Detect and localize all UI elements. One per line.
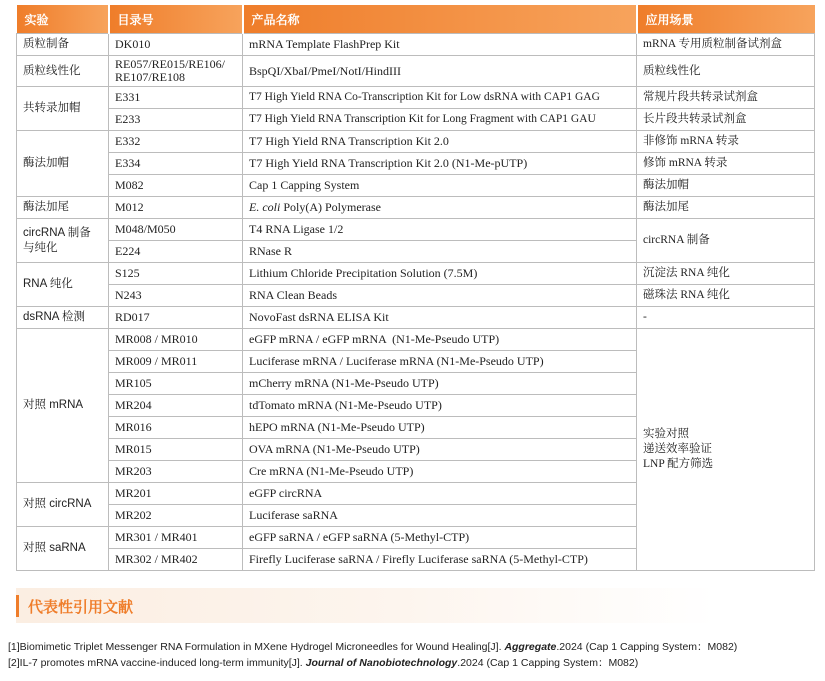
cell-experiment: 酶法加帽: [17, 131, 109, 197]
cell-catalog-number: MR015: [109, 439, 243, 461]
table-row: [17, 87, 815, 109]
header-experiment: 实验: [17, 5, 109, 34]
cell-application: -: [637, 307, 815, 329]
cell-product-name: T7 High Yield RNA Transcription Kit 2.0: [243, 131, 637, 153]
cell-catalog-number: RE057/RE015/RE106/ RE107/RE108: [109, 56, 243, 87]
cell-application: 常规片段共转录试剂盒: [637, 87, 815, 109]
references-title: 代表性引用文献: [28, 599, 134, 616]
cell-catalog-number: MR203: [109, 461, 243, 483]
table-row: [17, 109, 815, 131]
cell-catalog-number: E331: [109, 87, 243, 109]
cell-application: 酶法加帽: [637, 175, 815, 197]
cell-product-name: T7 High Yield RNA Transcription Kit 2.0 (N1-Me-pUTP): [243, 153, 637, 175]
table-row: [17, 175, 815, 197]
cell-application: 酶法加尾: [637, 197, 815, 219]
cell-experiment: 共转录加帽: [17, 87, 109, 131]
cell-application: circRNA 制备: [637, 219, 815, 263]
cell-experiment: 酶法加尾: [17, 197, 109, 219]
cell-experiment: dsRNA 检测: [17, 307, 109, 329]
journal-name: Journal of Nanobiotechnology: [305, 657, 458, 669]
cell-experiment: 对照 circRNA: [17, 483, 109, 527]
header-application: 应用场景: [637, 5, 815, 34]
cell-catalog-number: MR201: [109, 483, 243, 505]
cell-application: 质粒线性化: [637, 56, 815, 87]
cell-product-name: Lithium Chloride Precipitation Solution (7.5M): [243, 263, 637, 285]
cell-catalog-number: M048/M050: [109, 219, 243, 241]
cell-product-name: mCherry mRNA (N1-Me-Pseudo UTP): [243, 373, 637, 395]
cell-product-name: [243, 197, 637, 219]
cell-catalog-number: E334: [109, 153, 243, 175]
cell-catalog-number: M082: [109, 175, 243, 197]
cell-catalog-number: RD017: [109, 307, 243, 329]
cell-catalog-number: MR204: [109, 395, 243, 417]
table-row: [17, 34, 815, 56]
journal-name: Aggregate: [504, 641, 557, 653]
cell-product-name: OVA mRNA (N1-Me-Pseudo UTP): [243, 439, 637, 461]
cell-product-name: T4 RNA Ligase 1/2: [243, 219, 637, 241]
reference-citation: .2024 (Cap 1 Capping System：M082): [457, 657, 639, 669]
cell-product-name: RNA Clean Beads: [243, 285, 637, 307]
cell-catalog-number: N243: [109, 285, 243, 307]
table-row: [17, 197, 815, 219]
cell-experiment: 质粒制备: [17, 34, 109, 56]
cell-application: 实验对照 递送效率验证 LNP 配方筛选: [637, 329, 815, 571]
table-header-row: [17, 5, 815, 34]
reference-item: [8, 655, 638, 670]
header-catalog-number: 目录号: [109, 5, 243, 34]
cell-product-name: eGFP circRNA: [243, 483, 637, 505]
cell-product-name: eGFP mRNA / eGFP mRNA (N1-Me-Pseudo UTP): [243, 329, 637, 351]
table-row: [17, 56, 815, 87]
table-row: [17, 153, 815, 175]
species-name: E. coli: [249, 200, 281, 214]
header-product-name: 产品名称: [243, 5, 637, 34]
cell-product-name: mRNA Template FlashPrep Kit: [243, 34, 637, 56]
cell-application: 修饰 mRNA 转录: [637, 153, 815, 175]
cell-catalog-number: MR016: [109, 417, 243, 439]
product-name-rest: Poly(A) Polymerase: [280, 200, 381, 214]
product-table: [16, 5, 815, 571]
cell-catalog-number: S125: [109, 263, 243, 285]
cell-catalog-number: MR302 / MR402: [109, 549, 243, 571]
cell-experiment: circRNA 制备 与纯化: [17, 219, 109, 263]
cell-catalog-number: DK010: [109, 34, 243, 56]
cell-catalog-number: MR301 / MR401: [109, 527, 243, 549]
cell-application: mRNA 专用质粒制备试剂盒: [637, 34, 815, 56]
table-row: [17, 131, 815, 153]
table-row: [17, 285, 815, 307]
cell-application: 非修饰 mRNA 转录: [637, 131, 815, 153]
cell-catalog-number: MR009 / MR011: [109, 351, 243, 373]
cell-product-name: BspQI/XbaI/PmeI/NotI/HindIII: [243, 56, 637, 87]
table-row: [17, 263, 815, 285]
cell-experiment: RNA 纯化: [17, 263, 109, 307]
cell-product-name: tdTomato mRNA (N1-Me-Pseudo UTP): [243, 395, 637, 417]
cell-catalog-number: E332: [109, 131, 243, 153]
cell-application: 长片段共转录试剂盒: [637, 109, 815, 131]
cell-product-name: NovoFast dsRNA ELISA Kit: [243, 307, 637, 329]
references-heading-bar: [16, 588, 716, 623]
reference-text: [2]IL-7 promotes mRNA vaccine-induced long-term immunity[J].: [8, 657, 306, 669]
reference-citation: .2024 (Cap 1 Capping System：M082): [556, 641, 738, 653]
cell-catalog-number: MR008 / MR010: [109, 329, 243, 351]
cell-product-name: eGFP saRNA / eGFP saRNA (5-Methyl-CTP): [243, 527, 637, 549]
cell-product-name: T7 High Yield RNA Transcription Kit for Long Fragment with CAP1 GAU: [243, 109, 637, 131]
cell-catalog-number: MR202: [109, 505, 243, 527]
cell-product-name: RNase R: [243, 241, 637, 263]
cell-product-name: Cap 1 Capping System: [243, 175, 637, 197]
table-row: [17, 219, 815, 241]
cell-product-name: hEPO mRNA (N1-Me-Pseudo UTP): [243, 417, 637, 439]
cell-catalog-number: M012: [109, 197, 243, 219]
table-row: [17, 329, 815, 351]
cell-experiment: 对照 mRNA: [17, 329, 109, 483]
cell-experiment: 对照 saRNA: [17, 527, 109, 571]
cell-experiment: 质粒线性化: [17, 56, 109, 87]
cell-application: 磁珠法 RNA 纯化: [637, 285, 815, 307]
cell-product-name: Firefly Luciferase saRNA / Firefly Luciferase saRNA (5-Methyl-CTP): [243, 549, 637, 571]
cell-product-name: T7 High Yield RNA Co-Transcription Kit for Low dsRNA with CAP1 GAG: [243, 87, 637, 109]
cell-product-name: Luciferase mRNA / Luciferase mRNA (N1-Me-Pseudo UTP): [243, 351, 637, 373]
table-row: [17, 307, 815, 329]
cell-catalog-number: E233: [109, 109, 243, 131]
cell-product-name: Luciferase saRNA: [243, 505, 637, 527]
reference-item: [8, 639, 737, 654]
reference-text: [1]Biomimetic Triplet Messenger RNA Formulation in MXene Hydrogel Microneedles for Wound Healing[J].: [8, 641, 505, 653]
cell-catalog-number: MR105: [109, 373, 243, 395]
cell-application: 沉淀法 RNA 纯化: [637, 263, 815, 285]
cell-product-name: Cre mRNA (N1-Me-Pseudo UTP): [243, 461, 637, 483]
accent-marker: [16, 595, 19, 617]
cell-catalog-number: E224: [109, 241, 243, 263]
